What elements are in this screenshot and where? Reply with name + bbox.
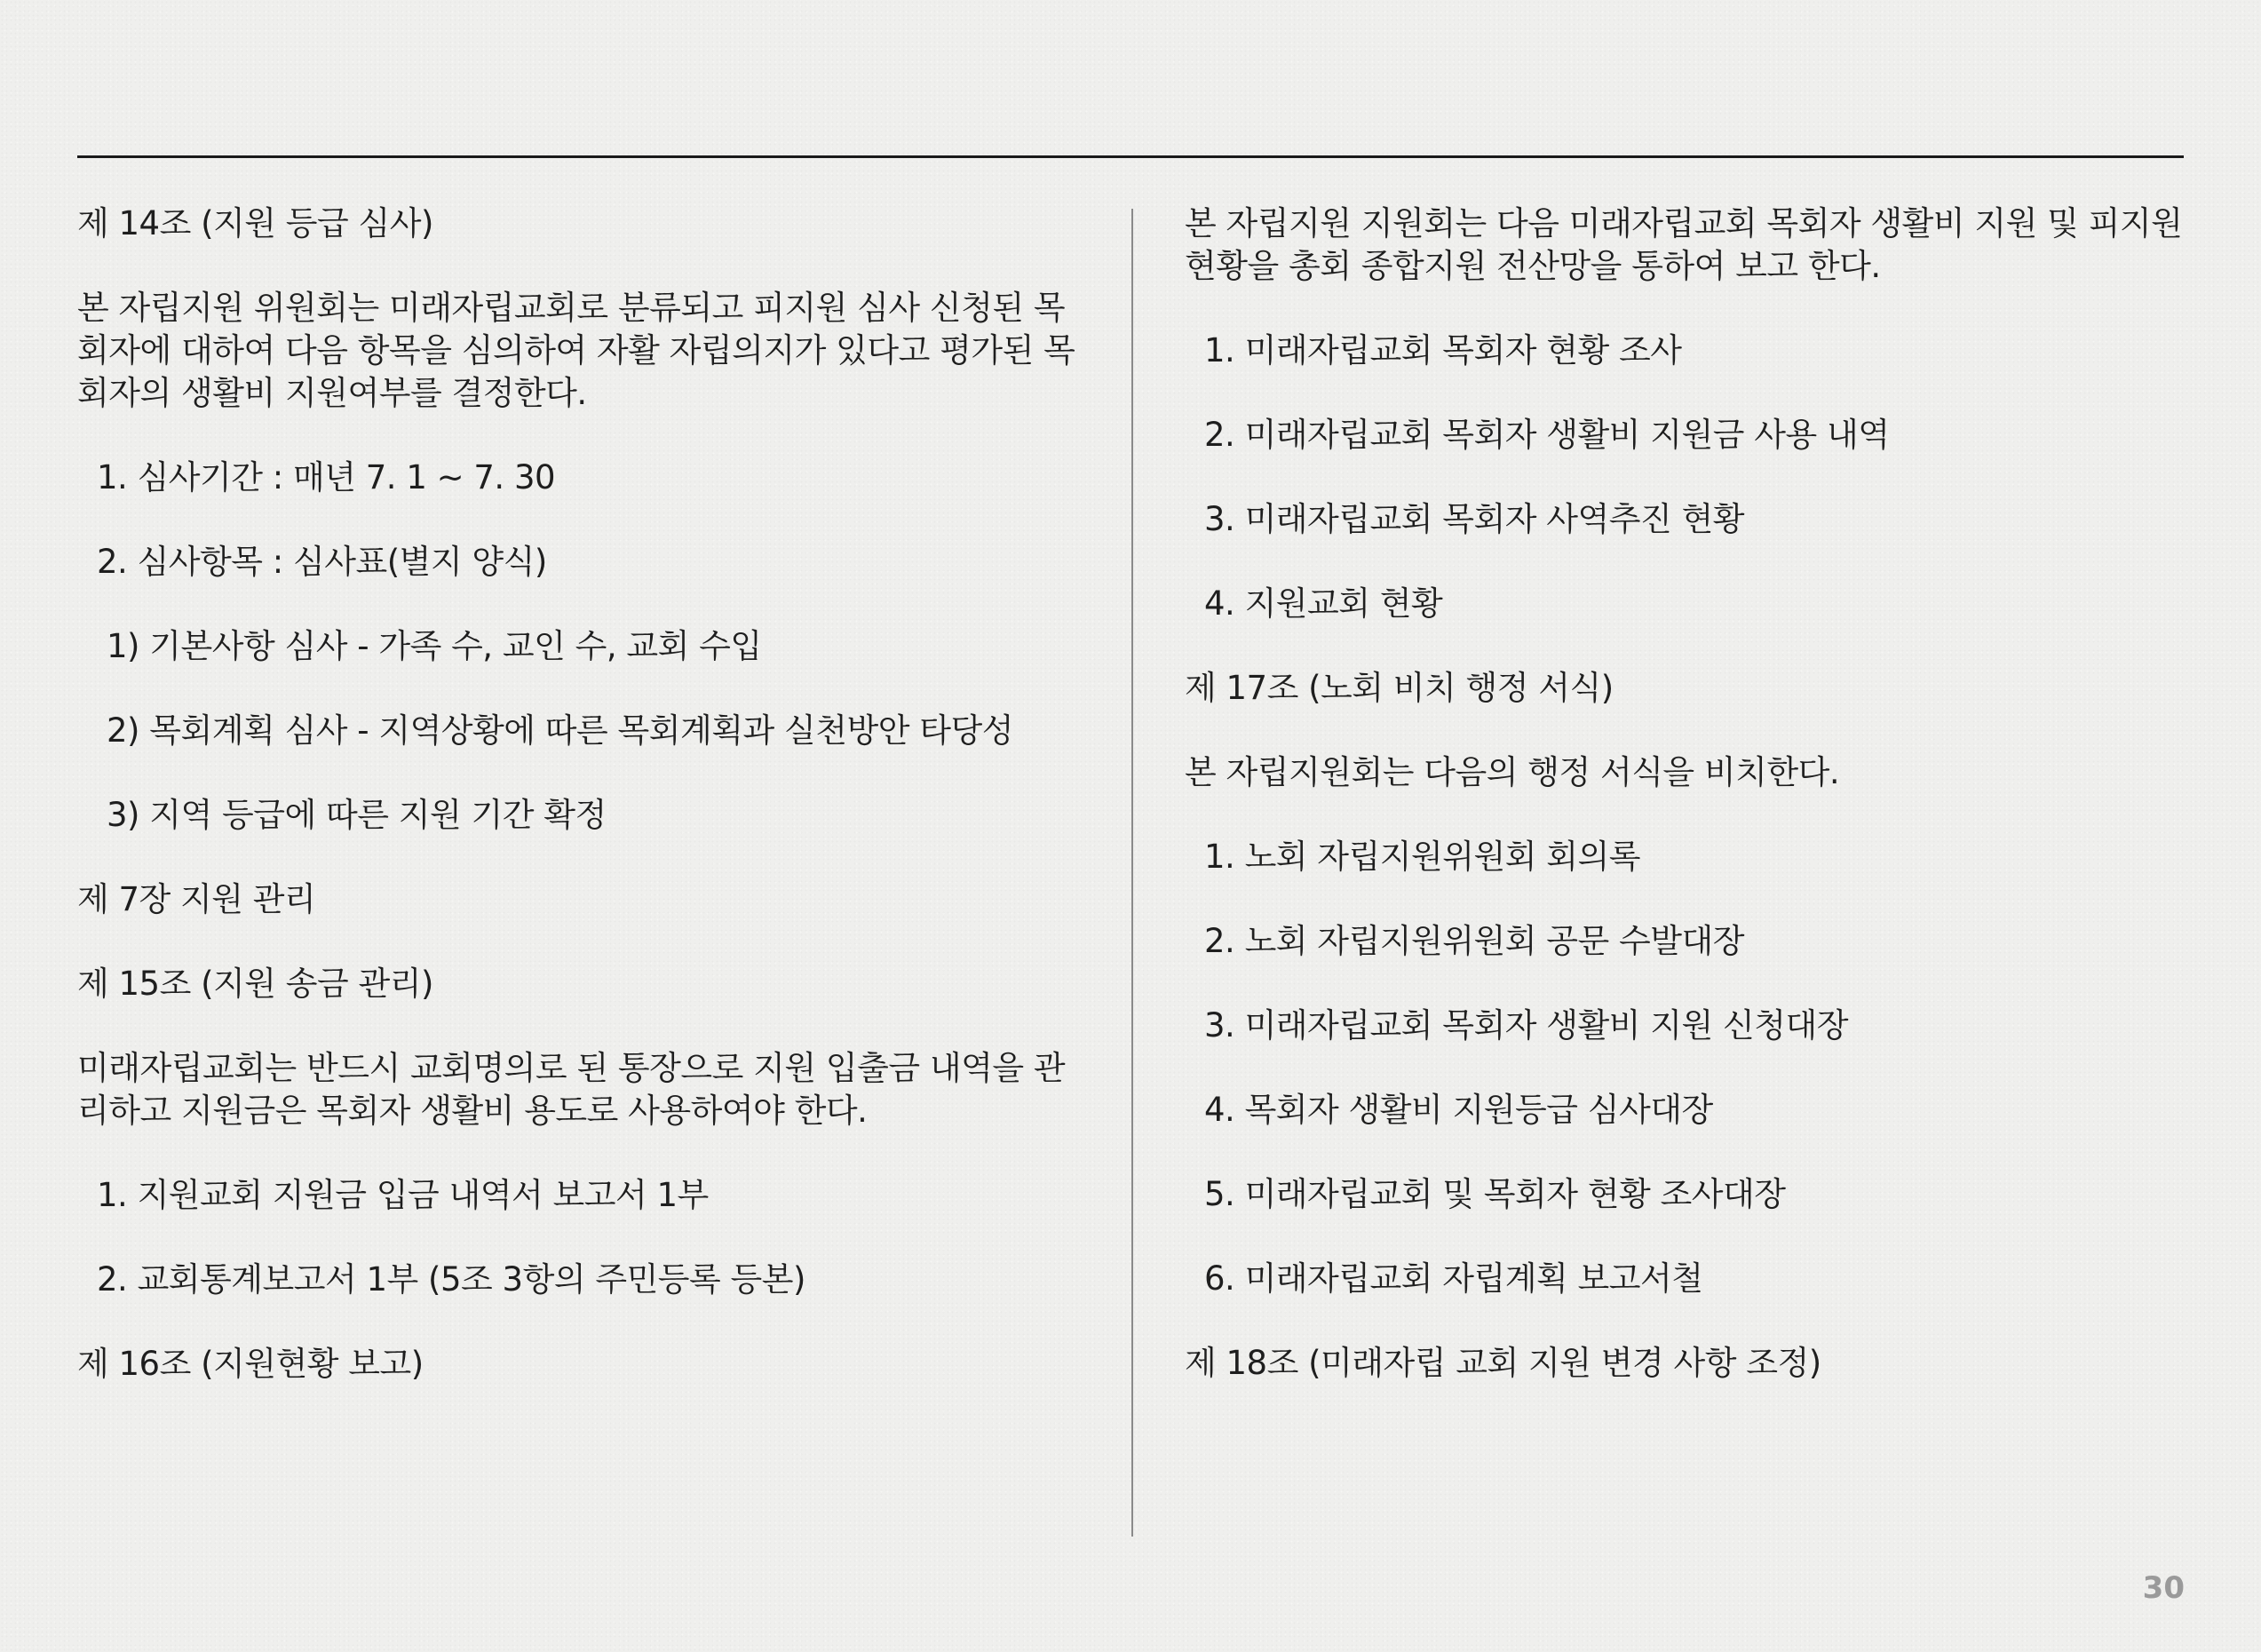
sub-list-item: 3) 지역 등급에 따른 지원 기간 확정 — [107, 796, 607, 834]
column-divider — [1131, 209, 1133, 1537]
list-item: 1. 심사기간 : 매년 7. 1 ~ 7. 30 — [97, 458, 556, 496]
sub-list-item: 1) 기본사항 심사 - 가족 수, 교인 수, 교회 수입 — [107, 627, 762, 665]
article-17-heading: 제 17조 (노회 비치 행정 서식) — [1185, 669, 1614, 707]
article-16-heading: 제 16조 (지원현황 보고) — [77, 1345, 424, 1383]
article-15-body: 미래자립교회는 반드시 교회명의로 된 통장으로 지원 입출금 내역을 관리하고 지원금은 목회자 생활비 용도로 사용하여야 한다. — [77, 1049, 1066, 1130]
list-item: 1. 미래자립교회 목회자 현황 조사 — [1204, 331, 1682, 369]
article-14-body: 본 자립지원 위원회는 미래자립교회로 분류되고 피지원 심사 신청된 목회자에 대하여 다음 항목을 심의하여 자활 자립의지가 있다고 평가된 목회자의 생활비 지원여부를 결정한다. — [77, 289, 1075, 412]
list-item: 2. 노회 자립지원위원회 공문 수발대장 — [1204, 922, 1744, 960]
article-15-heading: 제 15조 (지원 송금 관리) — [77, 965, 433, 1003]
article-18-heading: 제 18조 (미래자립 교회 지원 변경 사항 조정) — [1185, 1344, 1821, 1382]
list-item: 6. 미래자립교회 자립계획 보고서철 — [1204, 1259, 1703, 1298]
article-16-body: 본 자립지원 지원회는 다음 미래자립교회 목회자 생활비 지원 및 피지원 현황을 총회 종합지원 전산망을 통하여 보고 한다. — [1185, 204, 2193, 285]
list-item: 4. 지원교회 현황 — [1204, 584, 1443, 623]
page-number: 30 — [2142, 1570, 2185, 1606]
list-item: 5. 미래자립교회 및 목회자 현황 조사대장 — [1204, 1175, 1786, 1213]
right-column — [1185, 203, 2193, 1426]
article-17-body: 본 자립지원회는 다음의 행정 서식을 비치한다. — [1185, 753, 1840, 791]
list-item: 3. 미래자립교회 목회자 생활비 지원 신청대장 — [1204, 1006, 1848, 1044]
list-item: 1. 지원교회 지원금 입금 내역서 보고서 1부 — [97, 1176, 709, 1214]
chapter-7-heading: 제 7장 지원 관리 — [77, 880, 316, 918]
list-item: 1. 노회 자립지원위원회 회의록 — [1204, 838, 1640, 876]
article-14-heading: 제 14조 (지원 등급 심사) — [77, 204, 433, 242]
list-item: 4. 목회자 생활비 지원등급 심사대장 — [1204, 1091, 1713, 1129]
list-item: 2. 교회통계보고서 1부 (5조 3항의 주민등록 등본) — [97, 1260, 805, 1299]
top-rule — [77, 155, 2184, 158]
sub-list-item: 2) 목회계획 심사 - 지역상황에 따른 목회계획과 실천방안 타당성 — [107, 711, 1013, 750]
list-item: 2. 심사항목 : 심사표(별지 양식) — [97, 543, 547, 581]
list-item: 2. 미래자립교회 목회자 생활비 지원금 사용 내역 — [1204, 416, 1890, 454]
left-column — [77, 203, 1090, 1427]
list-item: 3. 미래자립교회 목회자 사역추진 현황 — [1204, 500, 1744, 538]
